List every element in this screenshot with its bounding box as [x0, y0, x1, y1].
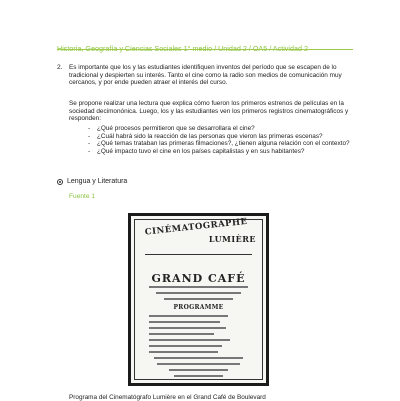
historical-poster-image — [128, 213, 269, 386]
target-icon — [57, 179, 63, 185]
header-divider — [57, 49, 353, 50]
figure-caption: Programa del Cinematógrafo Lumière en el Grand Café de Boulevard — [69, 394, 266, 401]
question-paragraph-1: Es importante que los y las estudiantes identifiquen inventos del período que se escapen de lo tradicional y despierten su interés. Tanto el cine como la radio son medios de comunicación muy cercanos, y por ende pueden atraer el interés del curso. — [69, 64, 342, 87]
question-item: - ¿Qué impacto tuvo el cine en los países capitalistas y en sus habitantes? — [88, 148, 358, 156]
poster-programme-list — [149, 315, 248, 381]
poster-venue: GRAND CAFÉ — [151, 272, 246, 285]
question-item: - ¿Qué procesos permitieron que se desarrollara el cine? — [88, 125, 358, 133]
subject-label: Lengua y Literatura — [67, 178, 128, 185]
question-list — [88, 125, 358, 155]
question-item: - ¿Cuál habrá sido la reacción de las personas que vieron las primeras escenas? — [88, 133, 358, 141]
poster-title-1: CINÉMATOGRAPHE — [144, 216, 248, 238]
source-label: Fuente 1 — [69, 193, 96, 200]
question-paragraph-2: Se propone realizar una lectura que explica cómo fueron los primeros estrenos de películas en la sociedad decimonónica. Luego, los y las estudiantes ven los primeros registros cinematográficos y responden: — [69, 100, 349, 123]
poster-divider — [145, 254, 252, 255]
poster-title-2: LUMIÈRE — [208, 234, 256, 244]
question-item: - ¿Qué temas trataban las primeras filmaciones?, ¿tienen alguna relación con el contexto? — [88, 140, 358, 148]
question-number: 2. — [57, 64, 63, 71]
poster-frame — [134, 216, 263, 380]
poster-text-block — [149, 286, 248, 304]
subject-heading — [57, 178, 127, 185]
poster-programme-heading: PROGRAMME — [173, 304, 224, 311]
